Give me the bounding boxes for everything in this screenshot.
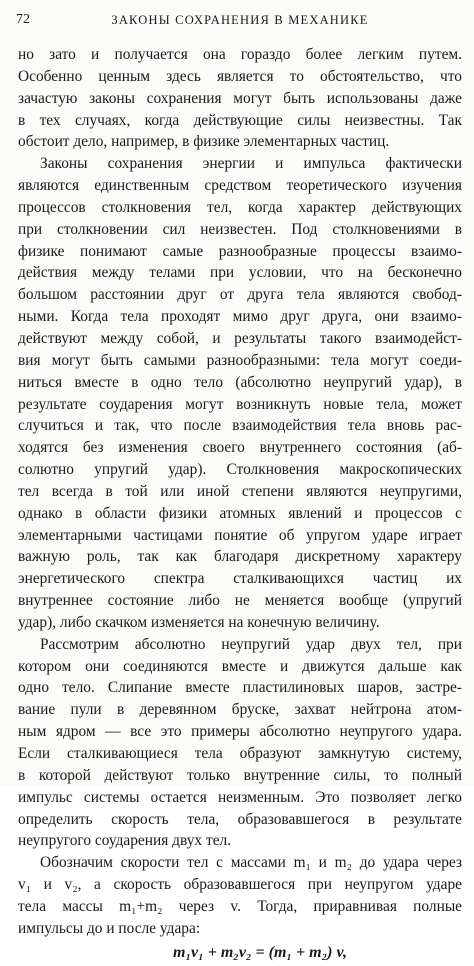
momentum-formula: m₁v₁ + m₂v₂ = (m₁ + m₂) v, (173, 943, 347, 961)
text-line: важную роль, так как благодаря дискретному характеру (18, 548, 462, 566)
text-line: зачастую законы сохранения могут быть использованы даже (18, 89, 462, 107)
text-line: являются единственным средством теоретического изучения (18, 177, 462, 195)
text-line: в тех случаях, когда действующие силы неизвестны. Так (18, 111, 462, 129)
text-line: большом расстоянии друг от друга тела являются свобод- (18, 286, 462, 304)
text-line: ным ядром — все это примеры абсолютно неупругого удара. (18, 723, 462, 741)
text-line: удар), либо скачком изменяется на конечную величину. (18, 613, 380, 631)
text-line: тела массы m₁+m₂ через v. Тогда, приравнивая полные (18, 897, 462, 915)
text-line: Обозначим скорости тел с массами m₁ и m₂ до удара через (40, 854, 462, 872)
text-line: обстоит дело, например, в физике элементарных частиц. (18, 133, 390, 151)
page-header (16, 11, 464, 29)
running-head: ЗАКОНЫ СОХРАНЕНИЯ В МЕХАНИКЕ (111, 13, 369, 27)
text-line: импульс системы остается неизменным. Это позволяет легко (18, 788, 462, 806)
text-line: неупругого соударения двух тел. (18, 832, 232, 850)
text-line: Законы сохранения энергии и импульса фактически (40, 155, 462, 173)
text-line: тел всегда в той или иной степени являются неупругими, (18, 482, 462, 500)
text-line: элементарными частицами понятие об упругом ударе играет (18, 526, 462, 544)
text-line: солютно упругий удар). Столкновения макроскопических (18, 461, 462, 479)
text-line: процессов столкновения тел, когда характер действующих (18, 198, 462, 216)
text-line: ходятся без изменения своего внутреннего состояния (аб- (18, 439, 462, 457)
text-line: действия между телами при условии, что на бесконечно (18, 264, 462, 282)
page-number: 72 (16, 12, 30, 27)
text-line: Если сталкивающиеся тела образуют замкнутую систему, (18, 745, 462, 762)
text-line: Рассмотрим абсолютно неупругий удар двух тел, при (40, 635, 462, 653)
text-line: но зато и получается она гораздо более легким путем. (18, 46, 462, 63)
text-line: котором они соединяются вместе и движутся дальше как (18, 657, 462, 675)
text-line: импульсы до и после удара: (18, 919, 201, 937)
text-line: энергетического спектра сталкивающихся частиц их (18, 570, 462, 588)
text-line: v₁ и v₂, а скорость образовавшегося при неупругом ударе (18, 876, 462, 894)
text-line: случиться и так, что после взаимодействия тела вновь рас- (18, 417, 462, 435)
body-text (18, 44, 462, 966)
text-line: результате соударения могут возникнуть новые тела, может (18, 395, 462, 413)
text-line: определить скорость тела, образовавшегося в результате (18, 810, 462, 828)
text-line: внутреннее состояние либо не меняется вообще (упругий (18, 592, 462, 610)
text-line: действуют между собой, и результаты такого взаимодейст- (18, 329, 462, 347)
text-line: однако в области физики атомных явлений и процессов с (18, 504, 462, 522)
text-line: ниться вместе в одно тело (абсолютно неупругий удар), в (18, 373, 462, 391)
text-line: вия могут быть самыми разнообразными: тела могут соеди- (18, 351, 462, 369)
text-line: одно тело. Слипание вместе пластилиновых шаров, застре- (18, 679, 462, 697)
text-line: при столкновении сил неизвестен. Под столкновениями в (18, 220, 462, 238)
text-line: в которой действуют только внутренние силы, то полный (18, 766, 462, 784)
text-line: Особенно ценным здесь является то обстоятельство, что (18, 67, 462, 85)
text-line: ными. Когда тела проходят мимо друг друга, они взаимо- (18, 308, 462, 326)
text-line: вание пули в деревянном бруске, захват нейтрона атом- (18, 701, 462, 719)
text-line: физике понимают самые разнообразные процессы взаимо- (18, 242, 462, 260)
